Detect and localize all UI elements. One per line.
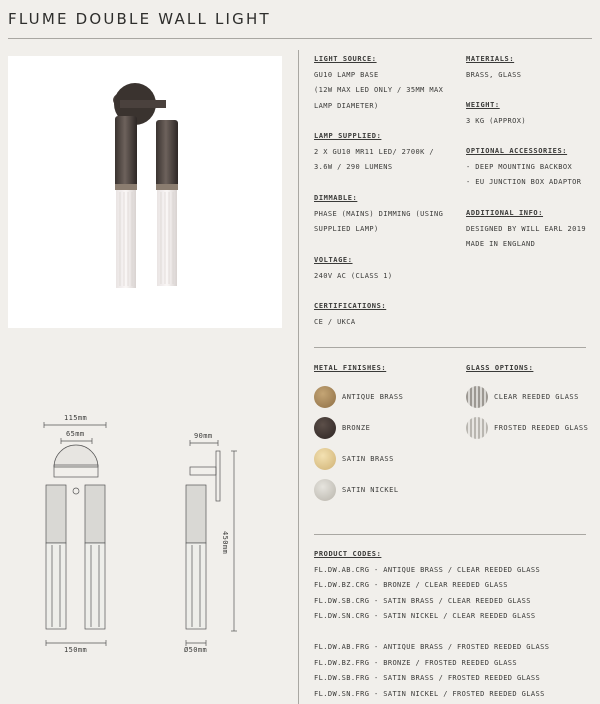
- dim-front-overall: 115mm: [64, 414, 88, 422]
- weight-line: 3 KG (APPROX): [466, 116, 526, 125]
- dim-side-depth: 90mm: [194, 432, 213, 440]
- page-title: FLUME DOUBLE WALL LIGHT: [8, 10, 271, 28]
- title-divider: [8, 38, 592, 39]
- glass-clear-reeded[interactable]: [466, 386, 579, 408]
- lamp-supplied-line: 2 X GU10 MR11 LED/ 2700K /: [314, 147, 434, 156]
- light-source-line: GU10 LAMP BASE: [314, 70, 379, 79]
- finish-bronze[interactable]: [314, 417, 370, 439]
- finish-label: ANTIQUE BRASS: [342, 393, 404, 401]
- product-codes-frosted: [314, 640, 549, 702]
- product-code: FL.DW.SN.FRG - SATIN NICKEL / FROSTED REEDED GLASS: [314, 689, 545, 698]
- finish-label: SATIN NICKEL: [342, 486, 399, 494]
- spec-materials: [466, 52, 521, 83]
- dim-side-diameter: Ø50mm: [184, 646, 208, 654]
- bronze-swatch: [314, 417, 336, 439]
- finish-satin-nickel[interactable]: [314, 479, 399, 501]
- metal-finishes-heading: METAL FINISHES:: [314, 364, 387, 372]
- finish-label: BRONZE: [342, 424, 371, 432]
- spec-lamp-supplied: [314, 129, 434, 176]
- dimmable-line: SUPPLIED LAMP): [314, 225, 379, 233]
- accessories-line: - DEEP MOUNTING BACKBOX: [466, 162, 573, 171]
- codes-divider: [314, 534, 586, 535]
- materials-line: BRASS, GLASS: [466, 70, 522, 79]
- dim-front-inner: 65mm: [66, 430, 85, 438]
- additional-line: MADE IN ENGLAND: [466, 240, 536, 248]
- dimmable-heading: DIMMABLE:: [314, 194, 358, 202]
- product-code: FL.DW.SN.CRG - SATIN NICKEL / CLEAR REEDED GLASS: [314, 612, 536, 620]
- frosted-reeded-swatch: [466, 417, 488, 439]
- finish-antique-brass[interactable]: [314, 386, 403, 408]
- product-photo: [8, 56, 282, 328]
- finish-label: SATIN BRASS: [342, 455, 394, 463]
- dim-side-height: 450mm: [221, 531, 229, 555]
- weight-heading: WEIGHT:: [466, 101, 500, 109]
- accessories-line: - EU JUNCTION BOX ADAPTOR: [466, 178, 582, 186]
- materials-heading: MATERIALS:: [466, 55, 515, 63]
- spec-accessories: [466, 144, 581, 191]
- product-code: FL.DW.SB.FRG - SATIN BRASS / FROSTED REEDED GLASS: [314, 674, 541, 682]
- spec-additional: [466, 206, 586, 253]
- glass-label: CLEAR REEDED GLASS: [494, 393, 579, 401]
- accessories-heading: OPTIONAL ACCESSORIES:: [466, 147, 568, 155]
- spec-light-source: [314, 52, 443, 114]
- glass-options-heading: GLASS OPTIONS:: [466, 364, 534, 372]
- product-code: FL.DW.BZ.FRG - BRONZE / FROSTED REEDED GLASS: [314, 658, 518, 667]
- spec-weight: [466, 98, 526, 129]
- product-code: FL.DW.SB.CRG - SATIN BRASS / CLEAR REEDED GLASS: [314, 596, 531, 605]
- light-source-line: (12W MAX LED ONLY / 35MM MAX: [314, 86, 444, 94]
- spec-certifications: [314, 299, 386, 330]
- clear-reeded-swatch: [466, 386, 488, 408]
- product-code: FL.DW.AB.CRG - ANTIQUE BRASS / CLEAR REEDED GLASS: [314, 565, 541, 574]
- voltage-heading: VOLTAGE:: [314, 256, 353, 264]
- lamp-supplied-line: 3.6W / 290 LUMENS: [314, 163, 393, 171]
- product-codes: [314, 547, 540, 625]
- product-code: FL.DW.BZ.CRG - BRONZE / CLEAR REEDED GLASS: [314, 581, 508, 589]
- glass-label: FROSTED REEDED GLASS: [494, 424, 589, 432]
- glass-frosted-reeded[interactable]: [466, 417, 588, 439]
- finish-satin-brass[interactable]: [314, 448, 394, 470]
- light-source-heading: LIGHT SOURCE:: [314, 55, 377, 63]
- additional-line: DESIGNED BY WILL EARL 2019: [466, 224, 586, 233]
- light-source-line: LAMP DIAMETER): [314, 101, 379, 110]
- product-code: FL.DW.AB.FRG - ANTIQUE BRASS / FROSTED REEDED GLASS: [314, 643, 550, 651]
- dimension-drawing: [8, 405, 282, 665]
- antique-brass-swatch: [314, 386, 336, 408]
- lamp-supplied-heading: LAMP SUPPLIED:: [314, 132, 382, 140]
- finishes-divider: [314, 347, 586, 348]
- voltage-line: 240V AC (CLASS 1): [314, 271, 393, 280]
- dimmable-line: PHASE (MAINS) DIMMING (USING: [314, 209, 444, 218]
- certifications-heading: CERTIFICATIONS:: [314, 302, 387, 310]
- column-divider: [298, 50, 299, 704]
- satin-nickel-swatch: [314, 479, 336, 501]
- spec-dimmable: [314, 191, 443, 238]
- dim-front-bottom: 150mm: [64, 646, 88, 654]
- product-codes-heading: PRODUCT CODES:: [314, 550, 382, 558]
- additional-heading: ADDITIONAL INFO:: [466, 209, 544, 217]
- spec-voltage: [314, 253, 392, 284]
- satin-brass-swatch: [314, 448, 336, 470]
- certifications-line: CE / UKCA: [314, 317, 356, 326]
